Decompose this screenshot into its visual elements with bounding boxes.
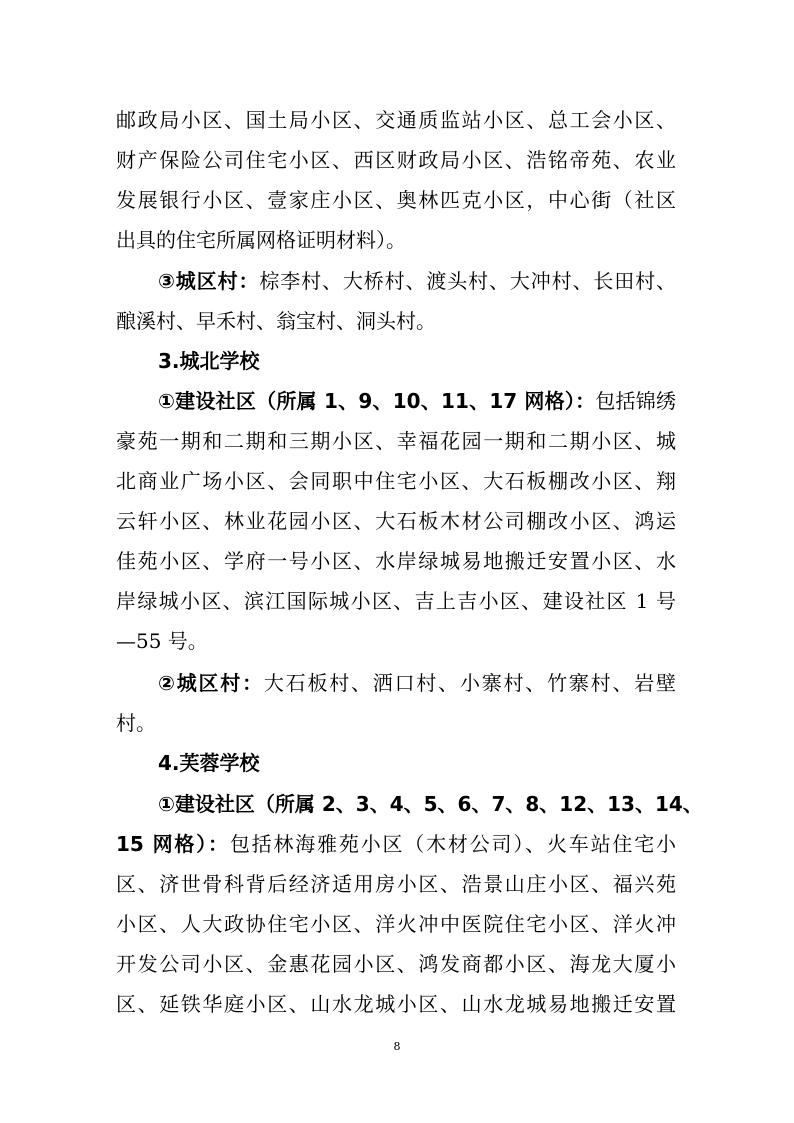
text-line: 村。	[116, 711, 156, 735]
section-heading: 3.城北学校	[158, 349, 260, 373]
text-line	[158, 381, 676, 421]
text-line: 邮政局小区、国土局小区、交通质监站小区、总工会小区、	[116, 108, 676, 132]
section-label: ③城区村：	[158, 269, 260, 293]
text-line	[158, 261, 676, 301]
section-label: ①建设社区（所属 1、9、10、11、17 网格）：	[158, 389, 596, 413]
text-line: 佳苑小区、学府一号小区、水岸绿城易地搬迁安置小区、水	[116, 549, 676, 573]
text-line: 区、延铁华庭小区、山水龙城小区、山水龙城易地搬迁安置	[116, 992, 676, 1016]
text-line: 云轩小区、林业花园小区、大石板木材公司棚改小区、鸿运	[116, 509, 676, 533]
section-text: 棕李村、大桥村、渡头村、大冲村、长田村、	[259, 269, 677, 293]
text-line	[158, 663, 676, 703]
page-number: 8	[393, 1040, 401, 1053]
text-line: 开发公司小区、金惠花园小区、鸿发商都小区、海龙大厦小	[116, 952, 676, 976]
section-label: ②城区村：	[158, 671, 264, 695]
section-text: 包括锦绣	[595, 389, 677, 413]
text-line: 豪苑一期和二期和三期小区、幸福花园一期和二期小区、城	[116, 429, 676, 453]
text-line: 财产保险公司住宅小区、西区财政局小区、浩铭帝苑、农业	[116, 148, 676, 172]
section-heading: 4.芙蓉学校	[158, 751, 260, 775]
text-line: 小区、人大政协住宅小区、洋火冲中医院住宅小区、洋火冲	[116, 912, 676, 936]
section-text: 大石板村、洒口村、小寨村、竹寨村、岩壁	[263, 671, 677, 695]
text-line: —55 号。	[116, 629, 208, 653]
text-line: 发展银行小区、壹家庄小区、奥林匹克小区，中心街（社区	[116, 188, 676, 212]
text-line: 酿溪村、早禾村、翁宝村、洞头村。	[116, 309, 436, 333]
text-line: ①建设社区（所属 2、3、4、5、6、7、8、12、13、14、	[158, 792, 703, 816]
text-line: 北商业广场小区、会同职中住宅小区、大石板棚改小区、翔	[116, 469, 676, 493]
text-line: 区、济世骨科背后经济适用房小区、浩景山庄小区、福兴苑	[116, 872, 676, 896]
text-line: 岸绿城小区、滨江国际城小区、吉上吉小区、建设社区 1 号	[116, 589, 676, 613]
section-text: 包括林海雅苑小区（木材公司）、火车站住宅小	[229, 832, 677, 856]
text-line	[116, 824, 676, 864]
text-line: 出具的住宅所属网格证明材料）。	[116, 228, 406, 252]
section-label: 15 网格）：	[116, 832, 230, 856]
